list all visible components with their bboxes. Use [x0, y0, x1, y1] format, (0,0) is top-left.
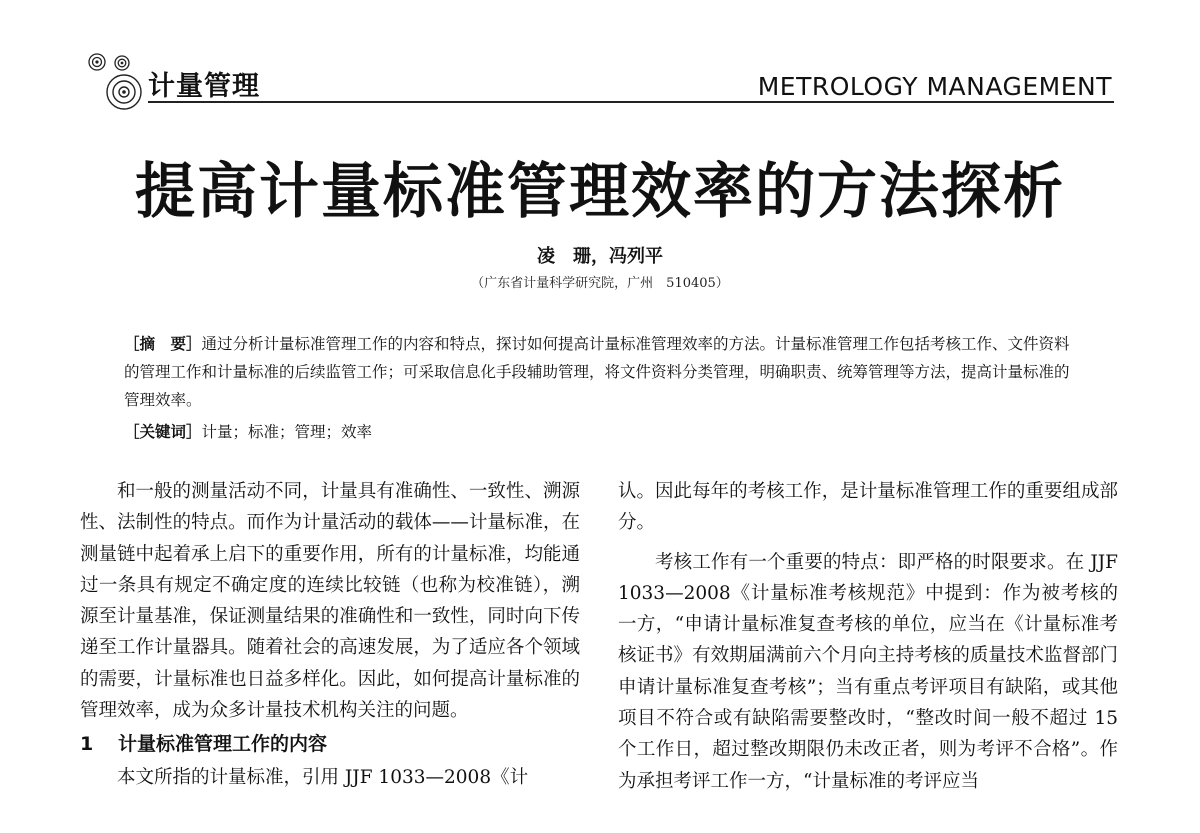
- section-title: 计量标准管理工作的内容: [118, 733, 328, 756]
- section-heading: [80, 728, 580, 760]
- keywords-text: 计量；标准；管理；效率: [201, 423, 373, 441]
- keywords-label: ［关键词］: [124, 423, 202, 441]
- body-paragraph: 认。因此每年的考核工作，是计量标准管理工作的重要组成部分。: [618, 481, 1118, 534]
- abstract-block: [124, 330, 1082, 414]
- journal-name: METROLOGY MANAGEMENT: [757, 72, 1112, 101]
- article-authors: 凌 珊，冯列平: [537, 246, 663, 267]
- body-column-right: [618, 476, 1118, 797]
- keywords-block: [124, 418, 1082, 446]
- section-label: 计量管理: [148, 71, 260, 102]
- abstract-label: ［摘 要］: [124, 335, 202, 353]
- body-paragraph: 和一般的测量活动不同，计量具有准确性、一致性、溯源性、法制性的特点。而作为计量活动的载体——计量标准，在测量链中起着承上启下的重要作用，所有的计量标准，均能通过一条具有规定不确定度的连续比较链（也称为校准链），溯源至计量基准，保证测量结果的准确性和一致性，同时向下传递至工作计量器具。随着社会的高速发展，为了适应各个领域的需要，计量标准也日益多样化。因此，如何提高计量标准的管理效率，成为众多计量技术机构关注的问题。: [80, 481, 580, 722]
- section-number: 1: [80, 733, 94, 756]
- article-title: 提高计量标准管理效率的方法探析: [135, 157, 1065, 227]
- page-header: [0, 0, 1200, 110]
- concentric-circles-logo-icon: [84, 52, 148, 114]
- body-column-left: [80, 476, 580, 794]
- abstract-text: 通过分析计量标准管理工作的内容和特点，探讨如何提高计量标准管理效率的方法。计量标准管理工作包括考核工作、文件资料的管理工作和计量标准的后续监管工作；可采取信息化手段辅助管理，将文件资料分类管理，明确职责、统筹管理等方法，提高计量标准的管理效率。: [124, 335, 1070, 409]
- author-affiliation: （广东省计量科学研究院，广州 510405）: [471, 276, 729, 291]
- body-paragraph: 本文所指的计量标准，引用 JJF 1033—2008《计: [117, 767, 529, 789]
- header-divider: [148, 101, 1114, 103]
- body-paragraph: 考核工作有一个重要的特点：即严格的时限要求。在 JJF 1033—2008《计量标准考核规范》中提到：作为被考核的一方，“申请计量标准复查考核的单位，应当在《计量标准考核证书》有效期届满前六个月向主持考核的质量技术监督部门申请计量标准复查考核”；当有重点考评项目有缺陷，或其他项目不符合或有缺陷需要整改时，“整改时间一般不超过 15个工作日，超过整改期限仍未改正者，则为考评不合格”。作为承担考评工作一方，“计量标准的考评应当: [618, 551, 1118, 792]
